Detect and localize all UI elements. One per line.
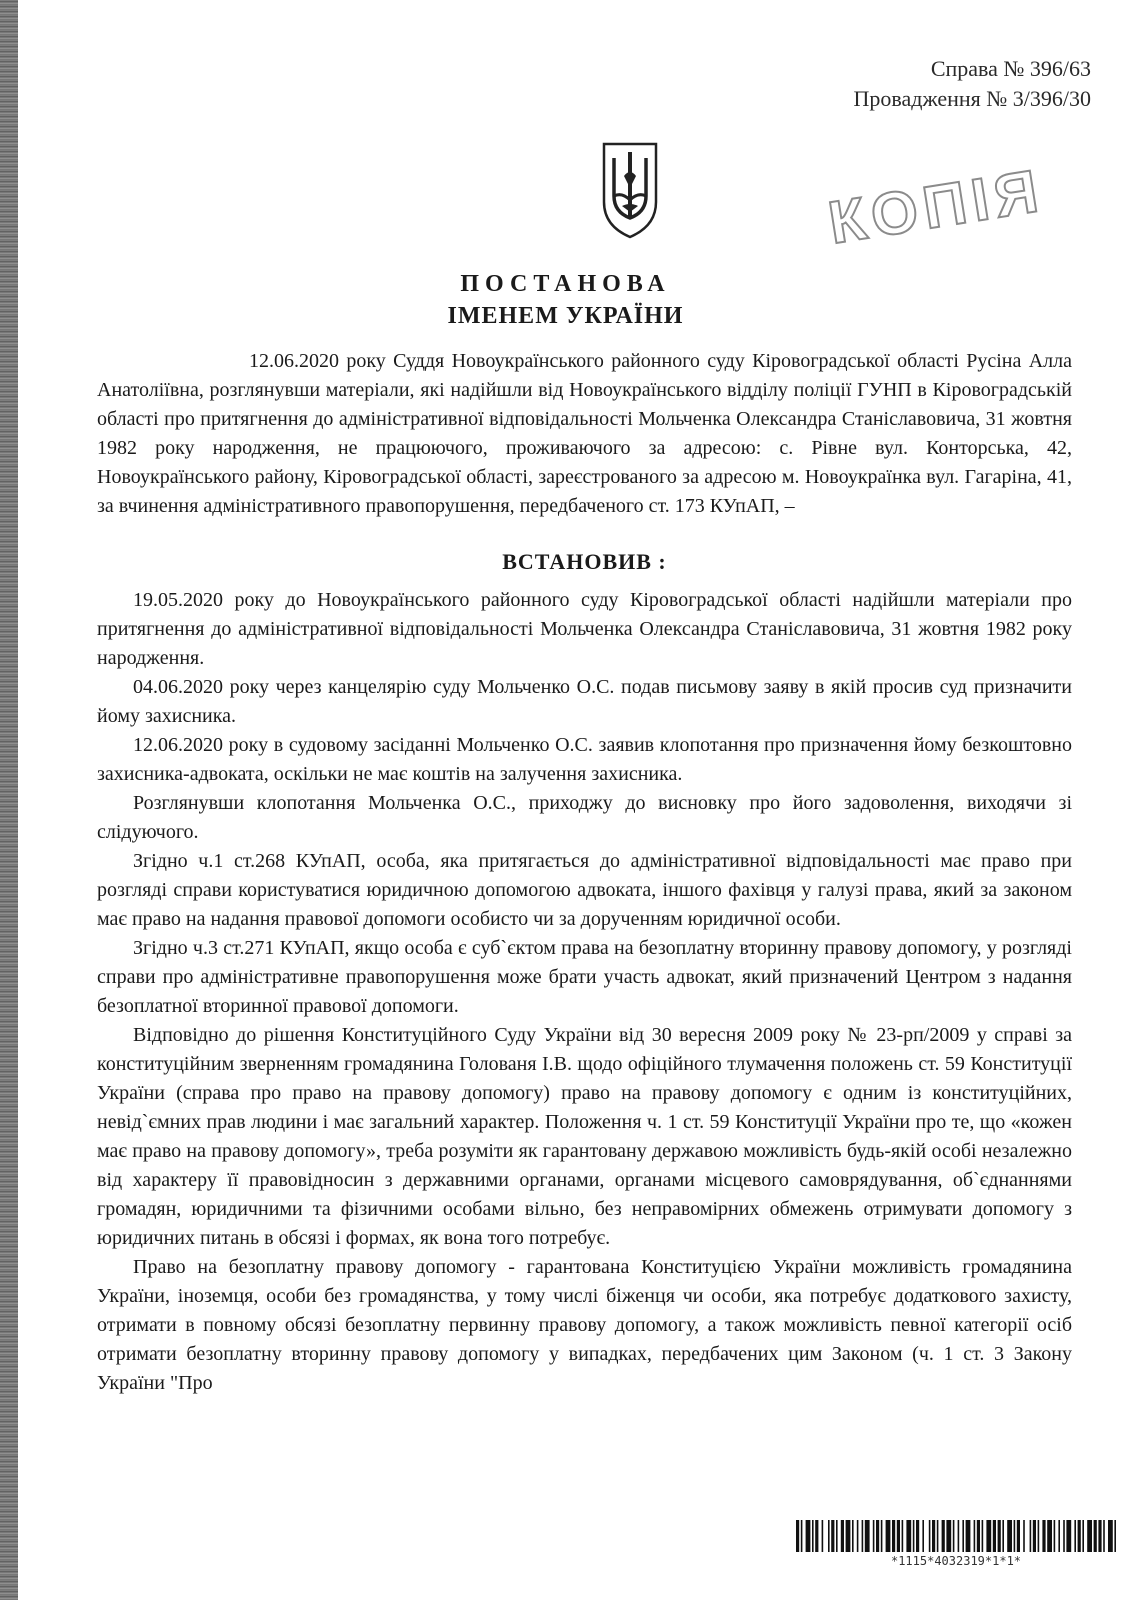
barcode-bar [922, 1520, 924, 1552]
barcode-bar [986, 1520, 991, 1552]
barcode-bar [1047, 1520, 1052, 1552]
barcode-bar [929, 1520, 931, 1552]
barcode-bar [993, 1520, 996, 1552]
document-body [97, 347, 1072, 1398]
barcode-bar [881, 1520, 883, 1552]
barcode-bar [841, 1520, 844, 1552]
barcode-bar [806, 1520, 811, 1552]
copy-stamp: КОПІЯ [824, 156, 1049, 257]
proceeding-number: Провадження № 3/396/30 [853, 86, 1091, 111]
barcode-bar [1033, 1520, 1036, 1552]
barcode-bar [1087, 1520, 1092, 1552]
barcode-bar [1014, 1520, 1016, 1552]
barcode-bar [942, 1520, 945, 1552]
barcode-icon [796, 1520, 1116, 1552]
barcode-bar [897, 1520, 900, 1552]
barcode-bar [876, 1520, 879, 1552]
barcode-bar [1082, 1520, 1084, 1552]
barcode-bar [977, 1520, 980, 1552]
body-paragraph: Право на безоплатну правову допомогу - гарантована Конституцією України можливість громадянина України, іноземця, особи без громадянства, у тому числі біженця чи особи, яка потребує додаткового захисту, отримати в повному обсязі безоплатну первинну правову допомогу, а також можливість певної категорії осіб отримати безоплатну вторинну правову допомогу у випадках, передбачених цим Законом (ч. 1 ст. 3 Закону України "Про [97, 1256, 1072, 1394]
intro-paragraph: 12.06.2020 року Суддя Новоукраїнського районного суду Кіровоградської області Русіна Алла Анатоліївна, розглянувши матеріали, які надійшли від Новоукраїнського відділу поліції ГУНП в Кіровоградській області про притягнення до адміністративної відповідальності Мольченка Олександра Станіславовича, 31 жовтня 1982 року народження, не працюючого, проживаючого за адресою: с. Рівне вул. Конторська, 42, Новоукраїнського району, Кіровоградської області, зареєстрованого за адресою м. Новоукраїнка вул. Гагаріна, 41, за вчинення адміністративного правопорушення, передбаченого ст. 173 КУпАП, – [97, 350, 1072, 517]
barcode-bar [815, 1520, 818, 1552]
case-number: Справа № 396/63 [930, 56, 1091, 81]
barcode-bar [953, 1520, 955, 1552]
barcode-bar [1114, 1520, 1116, 1552]
barcode-bar [906, 1520, 911, 1552]
barcode-bar [1098, 1520, 1101, 1552]
barcode-bar [836, 1520, 838, 1552]
barcode-bar [998, 1520, 1001, 1552]
barcode-bar [812, 1520, 814, 1552]
document-title [0, 268, 1131, 332]
body-paragraph: 12.06.2020 року в судовому засіданні Мольченко О.С. заявив клопотання про призначення йому безкоштовно захисника-адвоката, оскільки не має коштів на залучення захисника. [97, 734, 1072, 785]
barcode-bar [974, 1520, 976, 1552]
barcode-bar [1063, 1520, 1065, 1552]
barcode-bar [886, 1520, 891, 1552]
barcode-bar [1066, 1520, 1071, 1552]
barcode-bar [862, 1520, 864, 1552]
barcode-bar [1094, 1520, 1097, 1552]
barcode-bar [831, 1520, 834, 1552]
barcode-bar [962, 1520, 964, 1552]
scan-edge [0, 0, 18, 1600]
barcode-bar [796, 1520, 799, 1552]
barcode-bar [801, 1520, 803, 1552]
barcode-bar [822, 1520, 824, 1552]
barcode-bar [857, 1520, 859, 1552]
body-paragraph: Розглянувши клопотання Мольченка О.С., приходжу до висновку про його задоволення, виходячи зі слідуючого. [97, 792, 1072, 843]
barcode-number: *1115*4032319*1*1* [890, 1554, 1022, 1568]
barcode-bar [937, 1520, 939, 1552]
barcode-bar [916, 1520, 919, 1552]
barcode-bar [1030, 1520, 1032, 1552]
section-heading-established: ВСТАНОВИВ : [502, 549, 667, 574]
barcode-bar [846, 1520, 851, 1552]
barcode-bar [982, 1520, 984, 1552]
barcode-bar [1002, 1520, 1004, 1552]
barcode-bar [852, 1520, 854, 1552]
barcode-bar [873, 1520, 875, 1552]
barcode-bar [958, 1520, 960, 1552]
trident-emblem-icon [600, 140, 660, 240]
barcode-bar [1078, 1520, 1081, 1552]
barcode-bar [1074, 1520, 1076, 1552]
barcode-bar [966, 1520, 971, 1552]
barcode-bar [1007, 1520, 1012, 1552]
barcode-bar [902, 1520, 904, 1552]
body-paragraph: Згідно ч.1 ст.268 КУпАП, особа, яка притягається до адміністративної відповідальності має право при розгляді справи користуватися юридичною допомогою адвоката, іншого фахівця у галузі права, який за законом має право на надання правової допомоги особисто чи за дорученням юридичної особи. [97, 850, 1072, 930]
barcode-bar [913, 1520, 915, 1552]
title-resolution: ПОСТАНОВА [460, 271, 671, 297]
barcode-bar [865, 1520, 870, 1552]
barcode-bar [1054, 1520, 1056, 1552]
barcode-bar [1042, 1520, 1045, 1552]
body-paragraph: Відповідно до рішення Конституційного Суду України від 30 вересня 2009 року № 23-рп/2009 у справі за конституційним зверненням громадянина Голованя І.В. щодо офіційного тлумачення положень ст. 59 Конституції України (справа про право на правову допомогу) право на правову допомогу є одним із конституційних, невід`ємних прав людини і має загальний характер. Положення ч. 1 ст. 59 Конституції України про те, що «кожен має право на правову допомогу», треба розуміти як гарантовану державою можливість будь-якій особі незалежно від характеру її правовідносин з державними органами, органами місцевого самоврядування, об`єднаннями громадян, юридичними та фізичними особами вільно, без неправомірних обмежень отримувати допомогу з юридичних питань в обсязі і формах, як вона того потребує. [97, 1024, 1072, 1249]
barcode-bar [1103, 1520, 1105, 1552]
title-in-name-of-ukraine: ІМЕНЕМ УКРАЇНИ [447, 303, 684, 329]
barcode-bar [946, 1520, 951, 1552]
barcode-bar [1038, 1520, 1040, 1552]
barcode-bar [892, 1520, 895, 1552]
barcode-bar [828, 1520, 830, 1552]
body-paragraph: 19.05.2020 року до Новоукраїнського районного суду Кіровоградської області надійшли матеріали про притягнення до адміністративної відповідальності Мольченка Олександра Станіславовича, 31 жовтня 1982 року народження. [97, 589, 1072, 669]
barcode-bar [932, 1520, 935, 1552]
case-references [854, 54, 1092, 114]
barcode-bar [1017, 1520, 1020, 1552]
body-paragraph: 04.06.2020 року через канцелярію суду Мольченко О.С. подав письмову заяву в якій просив суд призначити йому захисника. [97, 676, 1072, 727]
barcode-bar [1058, 1520, 1060, 1552]
body-paragraph: Згідно ч.3 ст.271 КУпАП, якщо особа є суб`єктом права на безоплатну вторинну правову допомогу, у розгляді справи про адміністративне правопорушення може брати участь адвокат, який призначений Центром з надання безоплатної вторинної правової допомоги. [97, 937, 1072, 1017]
barcode-bar [1108, 1520, 1113, 1552]
barcode-bar [1023, 1520, 1025, 1552]
